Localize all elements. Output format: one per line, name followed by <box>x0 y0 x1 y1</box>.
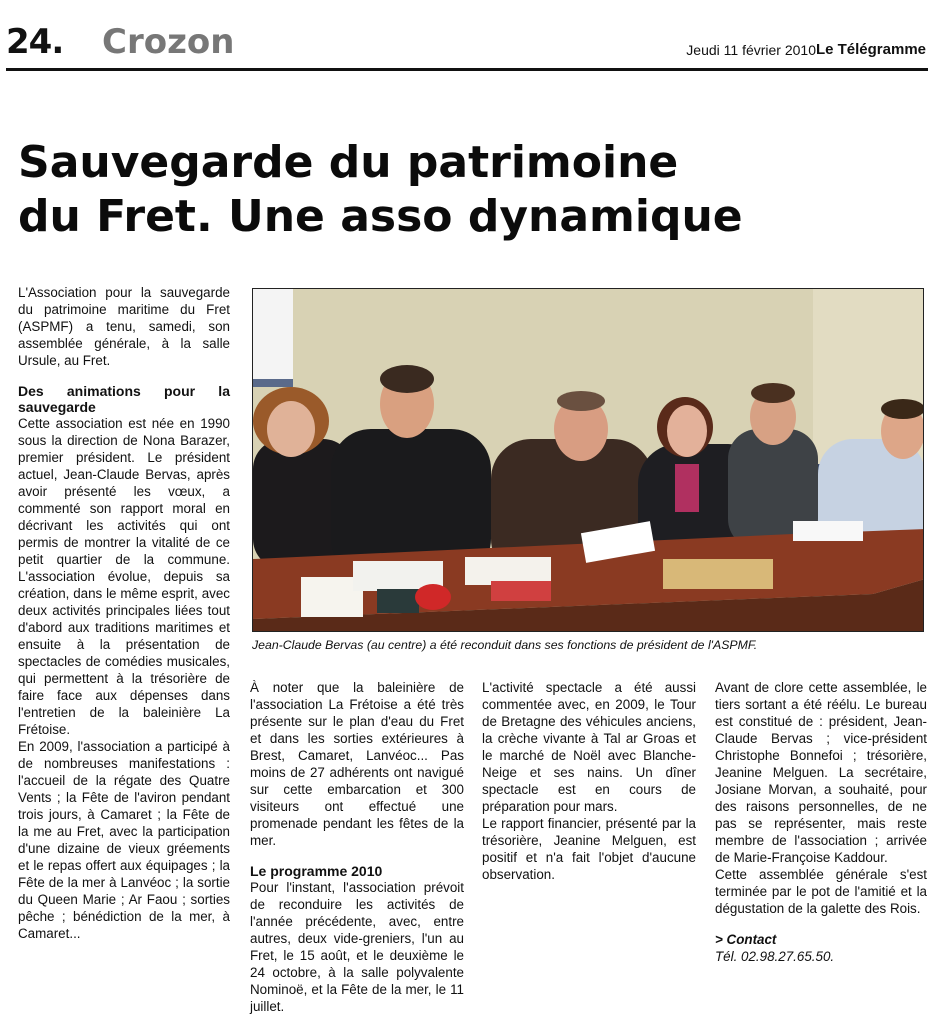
section-name: Crozon <box>102 22 235 62</box>
paragraph-bureau: Avant de clore cette assemblée, le tiers sortant a été réélu. Le bureau est constitué de : président, Jean-Claude Bervas ; vice-président Christophe Bonnefoi ; trésorière, Jeanine Melguen. La secrétaire, Josiane Morvan, a souhaité, pour des raisons personnelles, de ne pas se représenter, mais reste membre de l'association ; arrivée de Marie-Françoise Kaddour. <box>715 680 927 865</box>
paragraph-history: Cette association est née en 1990 sous la direction de Nona Barazer, premier président. Le président actuel, Jean-Claude Bervas, après avoir présenté les vœux, a commenté son rapport moral en décrivant les activités qui ont permis de montrer la vitalité de ce petit quartier de la commune. L'association évolue, depuis sa création, dans le même esprit, avec deux activités principales liées tout d'abord aux traditions maritimes et ensuite à la présentation de spectacles de comédies musicales, qui permettent à la trésorière de faire face aux dépenses dans l'entretien de la baleinière La Frétoise. <box>18 416 230 737</box>
subheading-animations: Des animations pour la sauvegarde <box>18 383 230 415</box>
contact-phone: Tél. 02.98.27.65.50. <box>715 949 835 964</box>
article-column-2 <box>250 679 464 1015</box>
article-lead: L'Association pour la sauvegarde du patrimoine maritime du Fret (ASPMF) a tenu, samedi, son assemblée générale, à la salle Ursule, au Fret. <box>18 285 230 368</box>
paragraph-closing: Cette assemblée générale s'est terminée par le pot de l'amitié et la dégustation de la galette des Rois. <box>715 867 927 916</box>
page-number: 24. <box>6 22 64 62</box>
newspaper-name: Le Télégramme <box>815 41 926 58</box>
paragraph-events-2009: En 2009, l'association a participé à de nombreuses manifestations : l'accueil de la régate des Quatre Vents ; la Fête de l'aviron pendant trois jours, à Camaret ; la Fête de la me au Fret, avec la participation d'une dizaine de vieux gréements et le repas offert aux équipages ; la Fête de la mer à Lanvéoc ; la sortie du Queen Marie ; Ar Faou ; sorties pêche ; bénédiction de la mer, à Camaret... <box>18 739 230 941</box>
article-column-4 <box>715 679 927 965</box>
article-headline <box>18 136 918 244</box>
subheading-programme: Le programme 2010 <box>250 863 383 879</box>
article-photo <box>252 288 924 632</box>
masthead <box>6 22 926 66</box>
paragraph-finance: Le rapport financier, présenté par la trésorière, Jeanine Melguen, est positif et n'a fait l'objet d'aucune observation. <box>482 816 696 882</box>
paragraph-baleiniere: À noter que la baleinière de l'association La Frétoise a été très présente sur le plan d'eau du Fret et dans les sorties extérieures à Brest, Camaret, Lanvéoc... Pas moins de 27 adhérents ont navigué sur cette embarcation et 300 visiteurs ont effectué une promenade pendant les fêtes de la mer. <box>250 680 464 848</box>
article-column-3 <box>482 679 696 883</box>
paragraph-spectacle: L'activité spectacle a été aussi commentée avec, en 2009, le Tour de Bretagne des véhicules anciens, la crèche vivante à Tal ar Groas et le marché de Noël avec Blanche-Neige et ses nains. Un dîner spectacle est en cours de préparation pour mars. <box>482 680 696 814</box>
masthead-rule <box>6 68 928 71</box>
paragraph-programme: Pour l'instant, l'association prévoit de reconduire les activités de l'année précédente, avec, entre autres, deux vide-greniers, l'un au Fret, le 15 août, et le deuxième le 24 octobre, à la salle polyvalente Nominoë, et la Fête de la mer, le 11 juillet. <box>250 880 464 1014</box>
headline-line-1: Sauvegarde du patrimoine <box>18 137 679 188</box>
article-column-1 <box>18 284 230 942</box>
contact-heading: > Contact <box>715 932 777 947</box>
issue-date: Jeudi 11 février 2010 <box>686 42 816 58</box>
photo-caption: Jean-Claude Bervas (au centre) a été reconduit dans ses fonctions de président de l'ASPMF. <box>252 638 758 652</box>
headline-line-2: du Fret. Une asso dynamique <box>18 191 743 242</box>
